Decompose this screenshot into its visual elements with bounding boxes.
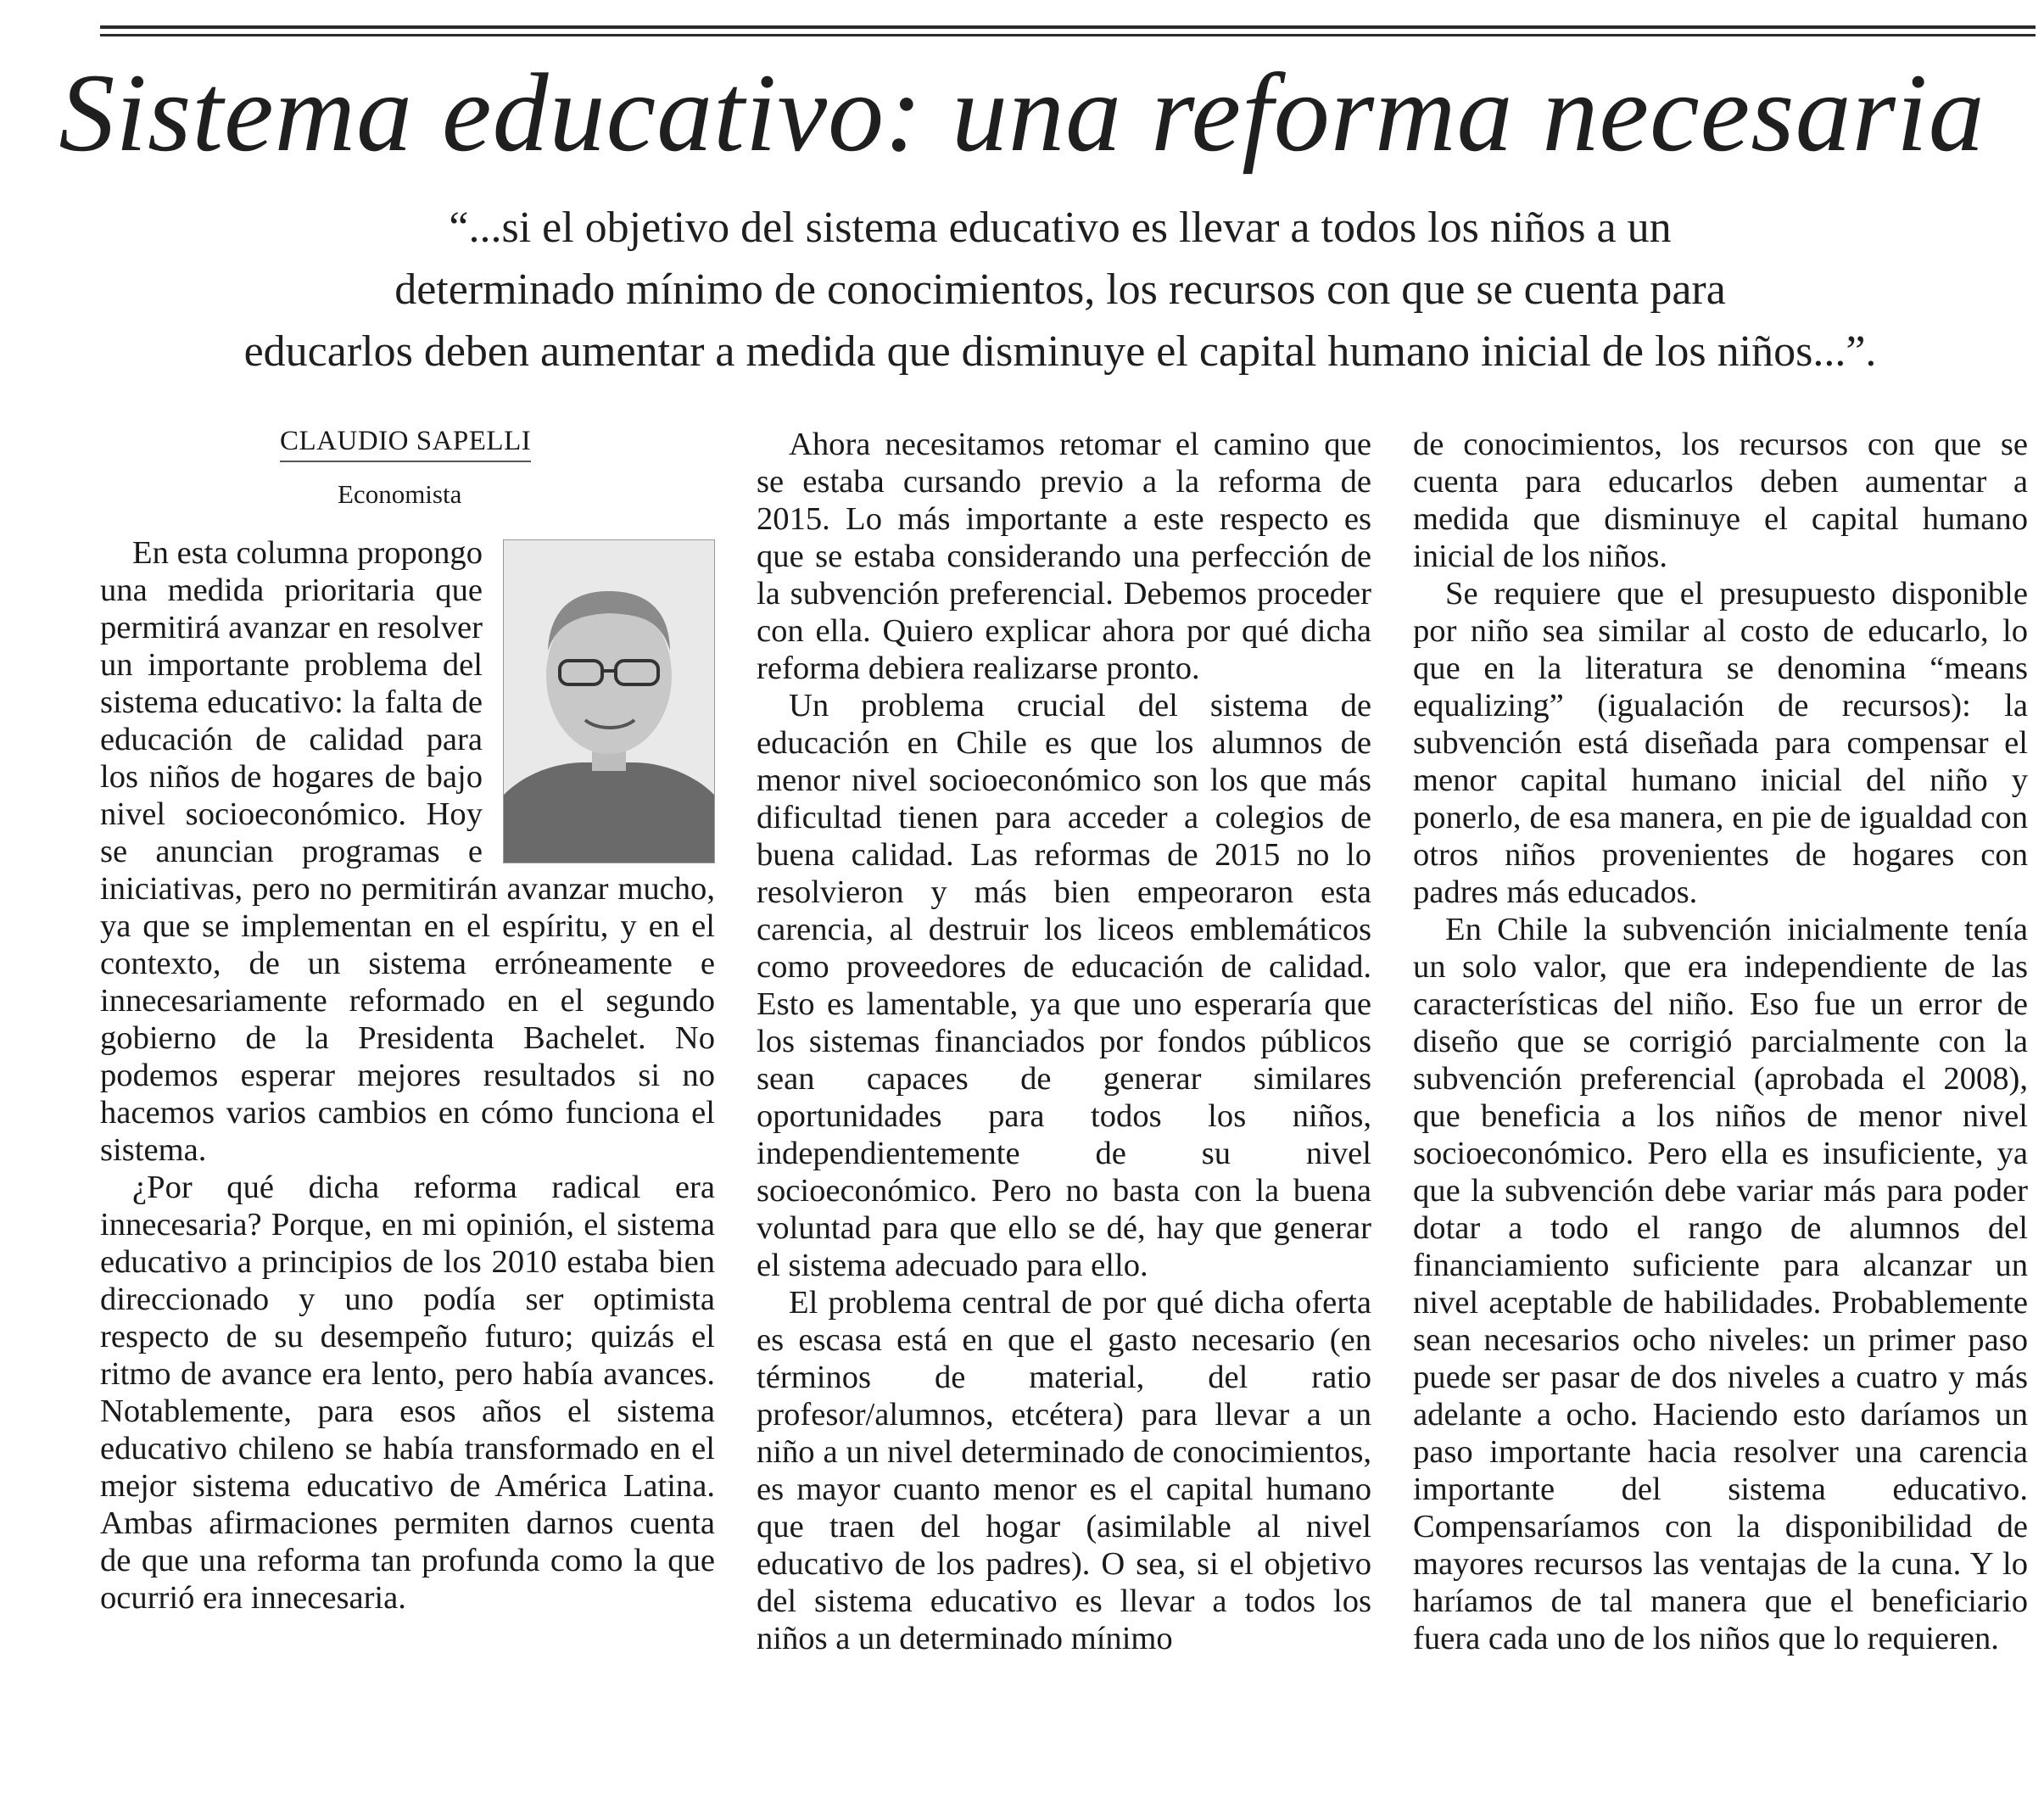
author-byline: CLAUDIO SAPELLI [280, 426, 531, 462]
pull-quote-line: “...si el objetivo del sistema educativo es llevar a todos los niños a un [449, 204, 1672, 252]
top-rule [100, 25, 2036, 29]
author-role: Economista [338, 479, 462, 509]
paragraph: ¿Por qué dicha reforma radical era innecesaria? Porque, en mi opinión, el sistema educativo a principios de los 2010 estaba bien direccionado y uno podía ser optimista respecto de su desempeño futuro; quizás el ritmo de avance era lento, pero había avances. Notablemente, para esos años el sistema educativo chileno se había transformado en el mejor sistema educativo de América Latina. Ambas afirmaciones permiten darnos cuenta de que una reforma tan profunda como la que ocurrió era innecesaria. [100, 1170, 715, 1616]
paragraph: El problema central de por qué dicha oferta es escasa está en que el gasto necesario (en términos de material, del ratio profesor/alumnos, etcétera) para llevar a un niño a un nivel determinado de conocimientos, es mayor cuanto menor es el capital humano que traen del hogar (asimilable al nivel educativo de los padres). O sea, si el objetivo del sistema educativo es llevar a todos los niños a un determinado mínimo [757, 1285, 1371, 1656]
pull-quote-line: determinado mínimo de conocimientos, los recursos con que se cuenta para [394, 265, 1726, 314]
paragraph: En esta columna propongo una medida prioritaria que permitirá avanzar en resolver un importante problema del sistema educativo: la falta de educación de calidad para los niños de hogares de bajo nivel socioeconómico. Hoy se anuncian programas e iniciativas, pero no permitirán avanzar mucho, ya que se implementan en el espíritu, y en el contexto, de un sistema erróneamente e innecesariamente reformado en el segundo gobierno de la Presidenta Bachelet. No podemos esperar mejores resultados si no hacemos varios cambios en cómo funciona el sistema. [100, 535, 715, 1168]
paragraph: Un problema crucial del sistema de educación en Chile es que los alumnos de menor nivel socioeconómico son los que más dificultad tienen para acceder a colegios de buena calidad. Las reformas de 2015 no lo resolvieron y más bien empeoraron esta carencia, al destruir los liceos emblemáticos como proveedores de educación de calidad. Esto es lamentable, ya que uno esperaría que los sistemas financiados por fondos públicos sean capaces de generar similares oportunidades para todos los niños, independientemente de su nivel socioeconómico. Pero no basta con la buena voluntad para que ello se dé, hay que generar el sistema adecuado para ello. [757, 688, 1371, 1283]
article-column-1 [100, 534, 715, 1617]
article-column-3 [1413, 426, 2028, 1657]
paragraph: Ahora necesitamos retomar el camino que se estaba cursando previo a la reforma de 2015. Lo más importante a este respecto es que se estaba considerando una perfección de la subvención preferencial. Debemos proceder con ella. Quiero explicar ahora por qué dicha reforma debiera realizarse pronto. [757, 427, 1371, 686]
paragraph: En Chile la subvención inicialmente tenía un solo valor, que era independiente de las características del niño. Eso fue un error de diseño que se corrigió parcialmente con la subvención preferencial (aprobada el 2008), que beneficia a los niños de menor nivel socioeconómico. Pero ella es insuficiente, ya que la subvención debe variar más para poder dotar a todo el rango de alumnos del financiamiento suficiente para alcanzar un nivel aceptable de habilidades. Probablemente sean necesarios ocho niveles: un primer paso puede ser pasar de dos niveles a cuatro y más adelante a ocho. Haciendo esto daríamos un paso importante hacia resolver una carencia importante del sistema educativo. Compensaríamos con la disponibilidad de mayores recursos las ventajas de la cuna. Y lo haríamos de tal manera que el beneficiario fuera cada uno de los niños que lo requieren. [1413, 912, 2028, 1656]
article-column-2 [757, 426, 1371, 1657]
paragraph: Se requiere que el presupuesto disponible por niño sea similar al costo de educarlo, lo que en la literatura se denomina “means equalizing” (igualación de recursos): la subvención está diseñada para compensar el menor capital humano inicial del niño y ponerlo, de esa manera, en pie de igualdad con otros niños provenientes de hogares con padres más educados. [1413, 576, 2028, 910]
pull-quote [170, 197, 1951, 383]
pull-quote-line: educarlos deben aumentar a medida que disminuye el capital humano inicial de los niños...”. [243, 327, 1877, 376]
author-portrait-icon [504, 540, 714, 863]
top-rule-secondary [100, 34, 2036, 36]
author-photo [503, 539, 715, 863]
article-headline: Sistema educativo: una reforma necesaria [59, 50, 1985, 175]
paragraph-continuation: de conocimientos, los recursos con que se cuenta para educarlos deben aumentar a medida que disminuye el capital humano inicial de los niños. [1413, 427, 2028, 574]
